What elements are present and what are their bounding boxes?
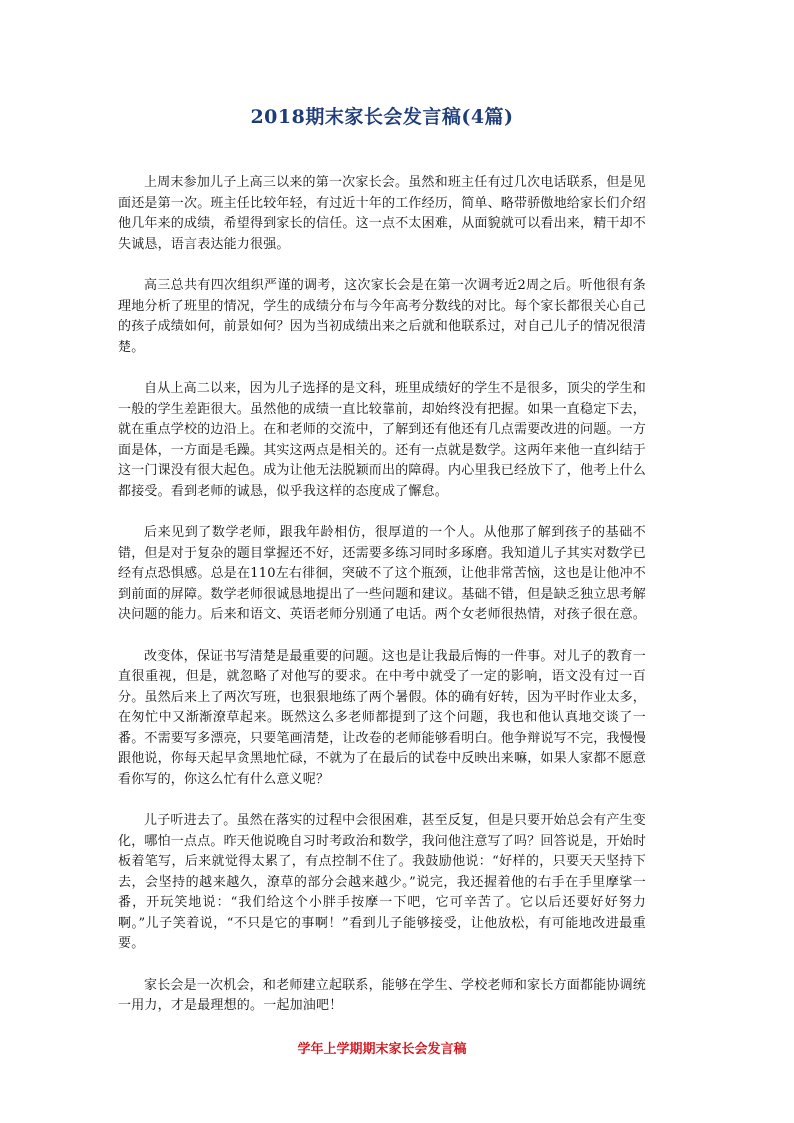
section-subheading: 学年上学期期末家长会发言稿	[297, 1041, 467, 1057]
document-title: 2018期末家长会发言稿(4篇)	[250, 106, 514, 128]
paragraph-7: 家长会是一次机会，和老师建立起联系，能够在学生、学校老师和家长方面都能协调统一用力，才是最理想的。一起加油吧！	[118, 977, 646, 1013]
paragraph-2: 高三总共有四次组织严谨的调考，这次家长会是在第一次调考近2周之后。听他很有条理地分析了班里的情况，学生的成绩分布与今年高考分数线的对比。每个家长都很关心自己的孩子成绩如何，前景如何？因为当初成绩出来之后就和他联系过，对自己儿子的情况很清楚。	[118, 278, 647, 355]
paragraph-1: 上周末参加儿子上高三以来的第一次家长会。虽然和班主任有过几次电话联系，但是见面还是第一次。班主任比较年轻，有过近十年的工作经历，简单、略带骄傲地给家长们介绍他几年来的成绩，希望得到家长的信任。这一点不太困难，从面貌就可以看出来，精干却不失诚恳，语言表达能力很强。	[118, 175, 647, 252]
paragraph-4: 后来见到了数学老师，跟我年龄相仿，很厚道的一个人。从他那了解到孩子的基础不错，但是对于复杂的题目掌握还不好，还需要多练习同时多琢磨。我知道儿子其实对数学已经有点恐惧感。总是在110左右徘徊，突破不了这个瓶颈，让他非常苦恼，这也是让他冲不到前面的屏障。数学老师很诚恳地提出了一些问题和建议。基础不错，但是缺乏独立思考解决问题的能力。后来和语文、英语老师分别通了电话。两个女老师很热情，对孩子很在意。	[118, 525, 647, 622]
paragraph-6: 儿子听进去了。虽然在落实的过程中会很困难，甚至反复，但是只要开始总会有产生变化，哪怕一点点。昨天他说晚自习时考政治和数学，我问他注意写了吗？回答说是，开始时板着笔写，后来就觉得太累了，有点控制不住了。我鼓励他说：“好样的，只要天天坚持下去，会坚持的越来越久，潦草的部分会越来越少。”说完，我还握着他的右手在手里摩挲一番，开玩笑地说：“我们给这个小胖手按摩一下吧，它可辛苦了。它以后还要好好努力啊。”儿子笑着说，“不只是它的事啊！”看到儿子能够接受，让他放松，有可能地改进最重要。	[118, 813, 647, 951]
paragraph-5: 改变体，保证书写清楚是最重要的问题。这也是让我最后悔的一件事。对儿子的教育一直很重视，但是，就忽略了对他写的要求。在中考中就受了一定的影响，语文没有过一百分。虽然后来上了两次写班，也狠狠地练了两个暑假。体的确有好转，因为平时作业太多，在匆忙中又渐渐潦草起来。既然这么多老师都提到了这个问题，我也和他认真地交谈了一番。不需要写多漂亮，只要笔画清楚，让改卷的老师能够看明白。他争辩说写不完，我慢慢跟他说，你每天起早贪黑地忙碌，不就为了在最后的试卷中反映出来嘛，如果人家都不愿意看你写的，你这么忙有什么意义呢？	[118, 648, 647, 787]
paragraph-3: 自从上高二以来，因为儿子选择的是文科，班里成绩好的学生不是很多，顶尖的学生和一般的学生差距很大。虽然他的成绩一直比较靠前，却始终没有把握。如果一直稳定下去，就在重点学校的边沿上。在和老师的交流中，了解到还有他还有几点需要改进的问题。一方面是体，一方面是毛躁。其实这两点是相关的。还有一点就是数学。这两年来他一直纠结于这一门课没有很大起色。成为让他无法脱颖而出的障碍。内心里我已经放下了，他考上什么都接受。看到老师的诚恳，似乎我这样的态度成了懈怠。	[118, 381, 647, 499]
